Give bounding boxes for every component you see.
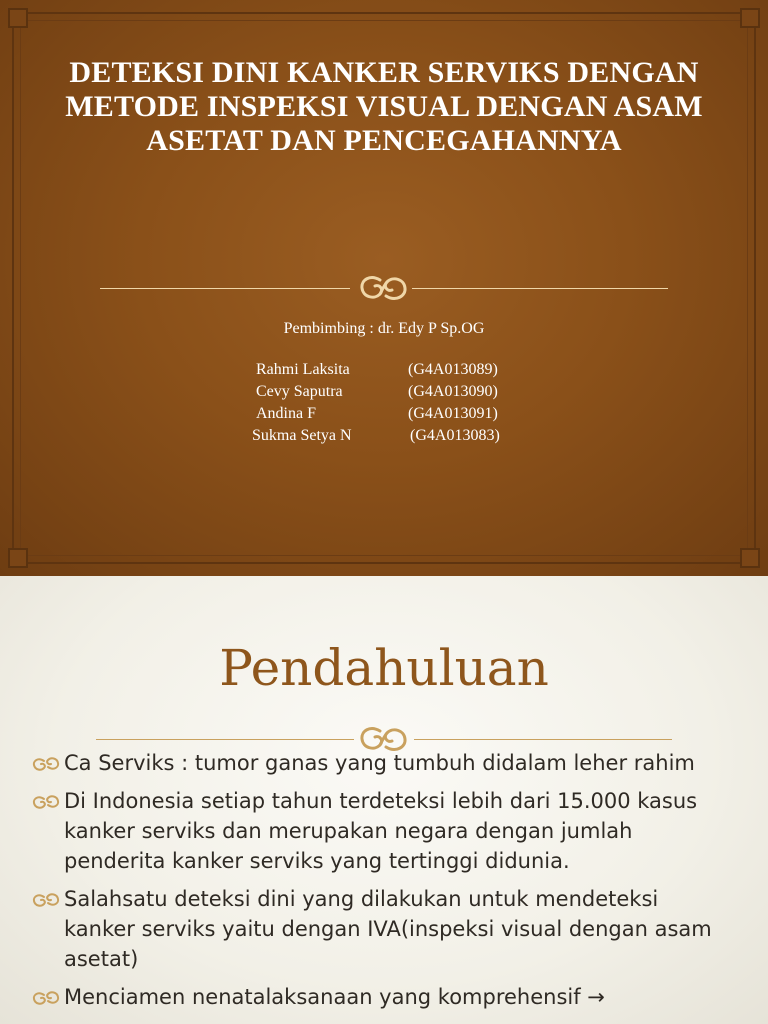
bullet-text: Ca Serviks : tumor ganas yang tumbuh didalam leher rahim bbox=[64, 751, 695, 775]
divider-line-left bbox=[100, 288, 350, 289]
scroll-ornament-icon bbox=[32, 794, 60, 810]
intro-slide bbox=[0, 576, 768, 1024]
list-item bbox=[32, 982, 722, 1012]
list-item bbox=[32, 786, 722, 876]
scroll-ornament-icon bbox=[358, 270, 410, 306]
frame-corner-ornament bbox=[740, 548, 760, 568]
advisor-line: Pembimbing : dr. Edy P Sp.OG bbox=[283, 320, 485, 337]
scroll-ornament-icon bbox=[32, 756, 60, 772]
member-name: Cevy Saputra bbox=[256, 383, 343, 400]
member-name: Sukma Setya N bbox=[252, 427, 352, 444]
list-item bbox=[32, 884, 722, 974]
member-id: (G4A013089) bbox=[408, 361, 498, 378]
member-name: Andina F bbox=[256, 405, 316, 422]
frame-corner-ornament bbox=[740, 8, 760, 28]
bullet-text: Menciamen nenatalaksanaan yang komprehensif → bbox=[64, 985, 605, 1009]
divider-line-left bbox=[96, 739, 354, 740]
bullet-list bbox=[32, 748, 722, 1020]
slide-title: DETEKSI DINI KANKER SERVIKS DENGAN METODE INSPEKSI VISUAL DENGAN ASAM ASETAT DAN PENCEGAHANNYA bbox=[65, 56, 703, 157]
member-id: (G4A013090) bbox=[408, 383, 498, 400]
scroll-ornament-icon bbox=[32, 990, 60, 1006]
bullet-text: Salahsatu deteksi dini yang dilakukan untuk mendeteksi kanker serviks yaitu dengan IVA(inspeksi visual dengan asam asetat) bbox=[64, 887, 712, 971]
frame-corner-ornament bbox=[8, 8, 28, 28]
list-item bbox=[32, 748, 722, 778]
bullet-text: Di Indonesia setiap tahun terdeteksi lebih dari 15.000 kasus kanker serviks dan merupakan negara dengan jumlah penderita kanker serviks yang tertinggi didunia. bbox=[64, 789, 698, 873]
scroll-ornament-icon bbox=[32, 892, 60, 908]
frame-corner-ornament bbox=[8, 548, 28, 568]
divider-line-right bbox=[412, 288, 668, 289]
divider-line-right bbox=[414, 739, 672, 740]
member-name: Rahmi Laksita bbox=[256, 361, 350, 378]
slide-title: Pendahuluan bbox=[219, 639, 549, 697]
member-id: (G4A013083) bbox=[410, 427, 500, 444]
title-divider bbox=[100, 268, 668, 308]
member-id: (G4A013091) bbox=[408, 405, 498, 422]
